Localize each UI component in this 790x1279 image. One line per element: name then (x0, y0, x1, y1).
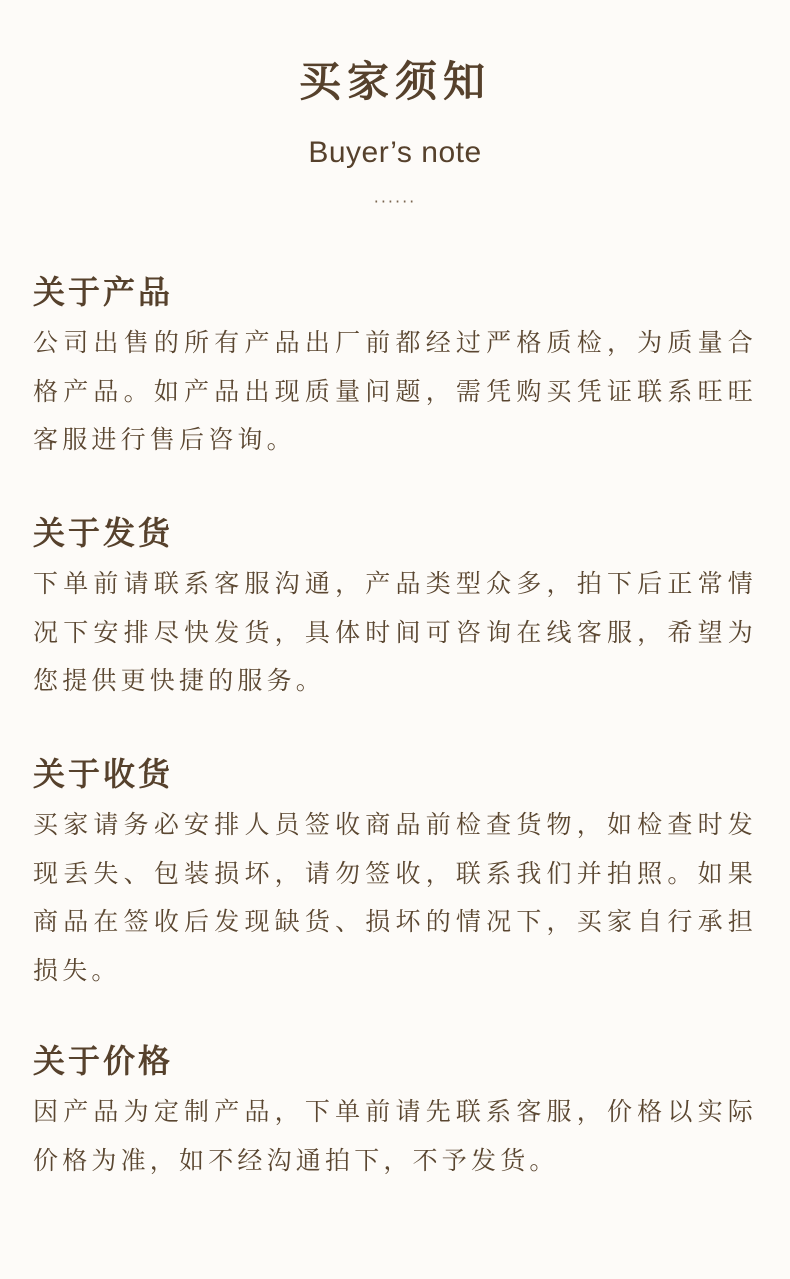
section-heading: 关于发货 (33, 514, 174, 552)
page-title: 买家须知 (298, 57, 491, 106)
section-heading: 关于产品 (33, 273, 174, 311)
section-heading: 关于价格 (33, 1042, 174, 1080)
section-about-product (33, 271, 757, 465)
section-heading: 关于收货 (33, 755, 174, 793)
section-body: 因产品为定制产品，下单前请先联系客服，价格以实际价格为准，如不经沟通拍下，不予发货。 (33, 1097, 757, 1175)
page-subtitle: Buyer’s note (308, 136, 482, 169)
ellipsis-divider: ······ (373, 192, 417, 211)
section-about-receiving (33, 753, 757, 995)
section-body: 下单前请联系客服沟通，产品类型众多，拍下后正常情况下安排尽快发货，具体时间可咨询在线客服，希望为您提供更快捷的服务。 (33, 569, 757, 695)
section-body: 买家请务必安排人员签收商品前检查货物，如检查时发现丢失、包装损坏，请勿签收，联系我们并拍照。如果商品在签收后发现缺货、损坏的情况下，买家自行承担损失。 (33, 810, 757, 985)
section-body: 公司出售的所有产品出厂前都经过严格质检，为质量合格产品。如产品出现质量问题，需凭购买凭证联系旺旺客服进行售后咨询。 (33, 328, 757, 454)
section-about-shipping (33, 512, 757, 706)
section-about-price (33, 1040, 757, 1185)
